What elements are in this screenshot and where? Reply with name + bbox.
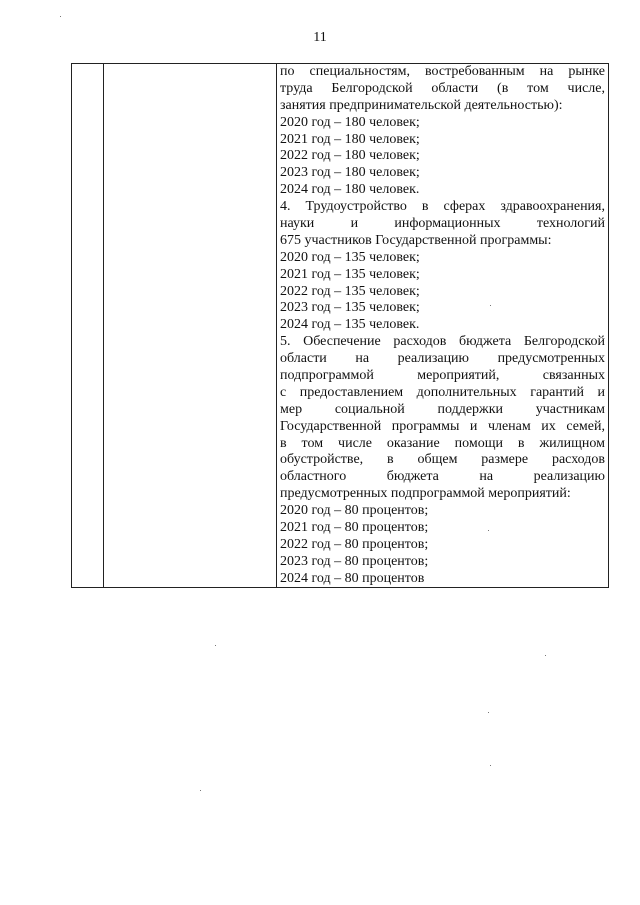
text-line: мер социальной поддержки участникам (280, 401, 605, 417)
scan-speck (200, 790, 201, 791)
text-line: 2024 год – 180 человек. (280, 182, 420, 198)
scan-speck (490, 765, 491, 766)
text-line: областного бюджета на реализацию (280, 469, 605, 485)
scan-speck (215, 645, 216, 646)
text-line: 2024 год – 135 человек. (280, 317, 420, 333)
text-line: по специальностям, востребованным на рынке (280, 64, 605, 79)
text-line: 2023 год – 180 человек; (280, 165, 420, 181)
text-line: 2024 год – 80 процентов (280, 570, 425, 586)
text-line: 2020 год – 80 процентов; (280, 503, 429, 519)
scan-speck (490, 305, 491, 306)
text-line: в том числе оказание помощи в жилищном (280, 435, 605, 451)
text-line: 5. Обеспечение расходов бюджета Белгородской (280, 334, 605, 350)
column-divider-second (276, 64, 277, 587)
text-line: с предоставлением дополнительных гарантий и (280, 384, 605, 400)
scan-speck (545, 655, 546, 656)
scan-speck (488, 712, 489, 713)
text-line: 2021 год – 80 процентов; (280, 520, 429, 536)
text-line: 2021 год – 180 человек; (280, 131, 420, 147)
text-line: области на реализацию предусмотренных (280, 351, 605, 367)
text-line: предусмотренных подпрограммой мероприятий: (280, 486, 571, 502)
text-line: науки и информационных технологий (280, 216, 605, 232)
text-line: 2021 год – 135 человек; (280, 266, 420, 282)
text-line: 4. Трудоустройство в сферах здравоохранения, (280, 199, 605, 215)
table-cell-text (280, 64, 605, 588)
page-number: 11 (313, 30, 327, 45)
text-line: 2022 год – 180 человек; (280, 148, 420, 164)
text-line: подпрограммой мероприятий, связанных (280, 368, 605, 384)
text-line: 2020 год – 180 человек; (280, 114, 420, 130)
document-table (71, 63, 609, 588)
text-line: 2020 год – 135 человек; (280, 249, 420, 265)
text-line: 2023 год – 80 процентов; (280, 553, 429, 569)
scan-speck (60, 16, 61, 17)
text-line: 2023 год – 135 человек; (280, 300, 420, 316)
text-line: труда Белгородской области (в том числе, (280, 80, 605, 96)
scan-speck (488, 530, 489, 531)
text-line: занятия предпринимательской деятельностью): (280, 97, 563, 113)
text-line: обустройстве, в общем размере расходов (280, 452, 605, 468)
text-line: 2022 год – 135 человек; (280, 283, 420, 299)
text-line: 675 участников Государственной программы: (280, 232, 552, 248)
column-divider-first (103, 64, 104, 587)
text-line: Государственной программы и членам их семей, (280, 418, 605, 434)
text-line: 2022 год – 80 процентов; (280, 536, 429, 552)
